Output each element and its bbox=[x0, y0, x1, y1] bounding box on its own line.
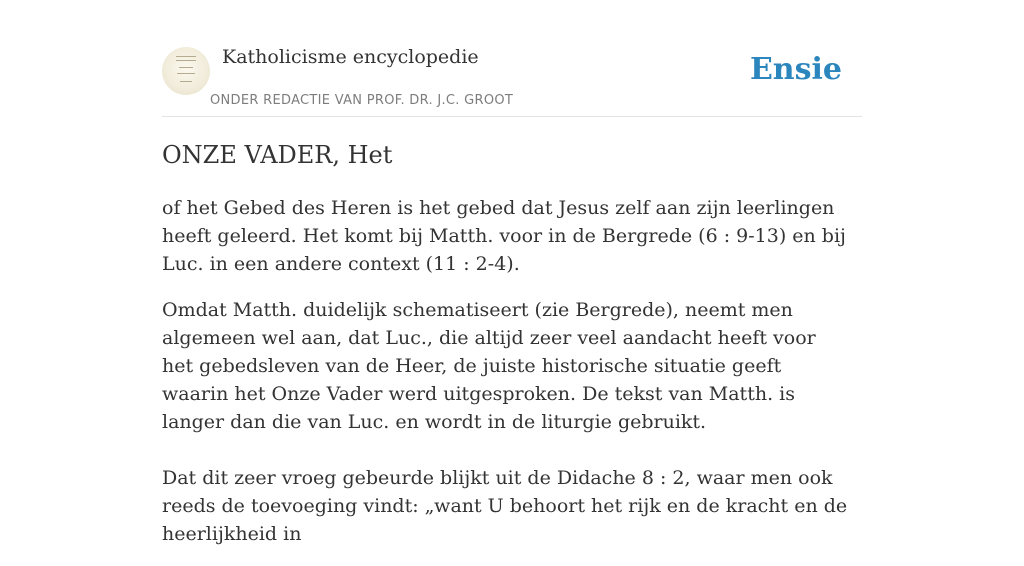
book-cover-thumbnail[interactable] bbox=[162, 47, 210, 95]
ensie-logo-link[interactable]: Ensie bbox=[749, 52, 842, 87]
article-body bbox=[162, 140, 852, 566]
article-paragraph: of het Gebed des Heren is het gebed dat Jesus zelf aan zijn leerlingen heeft geleerd. Het komt bij Matth. voor in de Bergrede (6 : 9-13) en bij Luc. in een andere context (11 : 2-4). bbox=[162, 197, 846, 275]
article-paragraph: Omdat Matth. duidelijk schematiseert (zie Bergrede), neemt men algemeen wel aan, dat Luc., die altijd zeer veel aandacht heeft voor het gebedsleven van de Heer, de juiste historische situatie geeft waarin het Onze Vader werd uitgesproken. De tekst van Matth. is langer dan die van Luc. en wordt in de liturgie gebruikt. bbox=[162, 299, 816, 433]
article-title: ONZE VADER, Het bbox=[162, 141, 393, 169]
site-header bbox=[162, 40, 862, 117]
article-paragraph: Dat dit zeer vroeg gebeurde blijkt uit de Didache 8 : 2, waar men ook reeds de toevoeging vindt: „want U behoort het rijk en de kracht en de heerlijkheid in bbox=[162, 467, 848, 545]
editor-credit: ONDER REDACTIE VAN PROF. DR. J.C. GROOT bbox=[210, 93, 514, 108]
paragraph-gap bbox=[162, 454, 852, 464]
book-title-link[interactable]: Katholicisme encyclopedie bbox=[222, 46, 479, 68]
